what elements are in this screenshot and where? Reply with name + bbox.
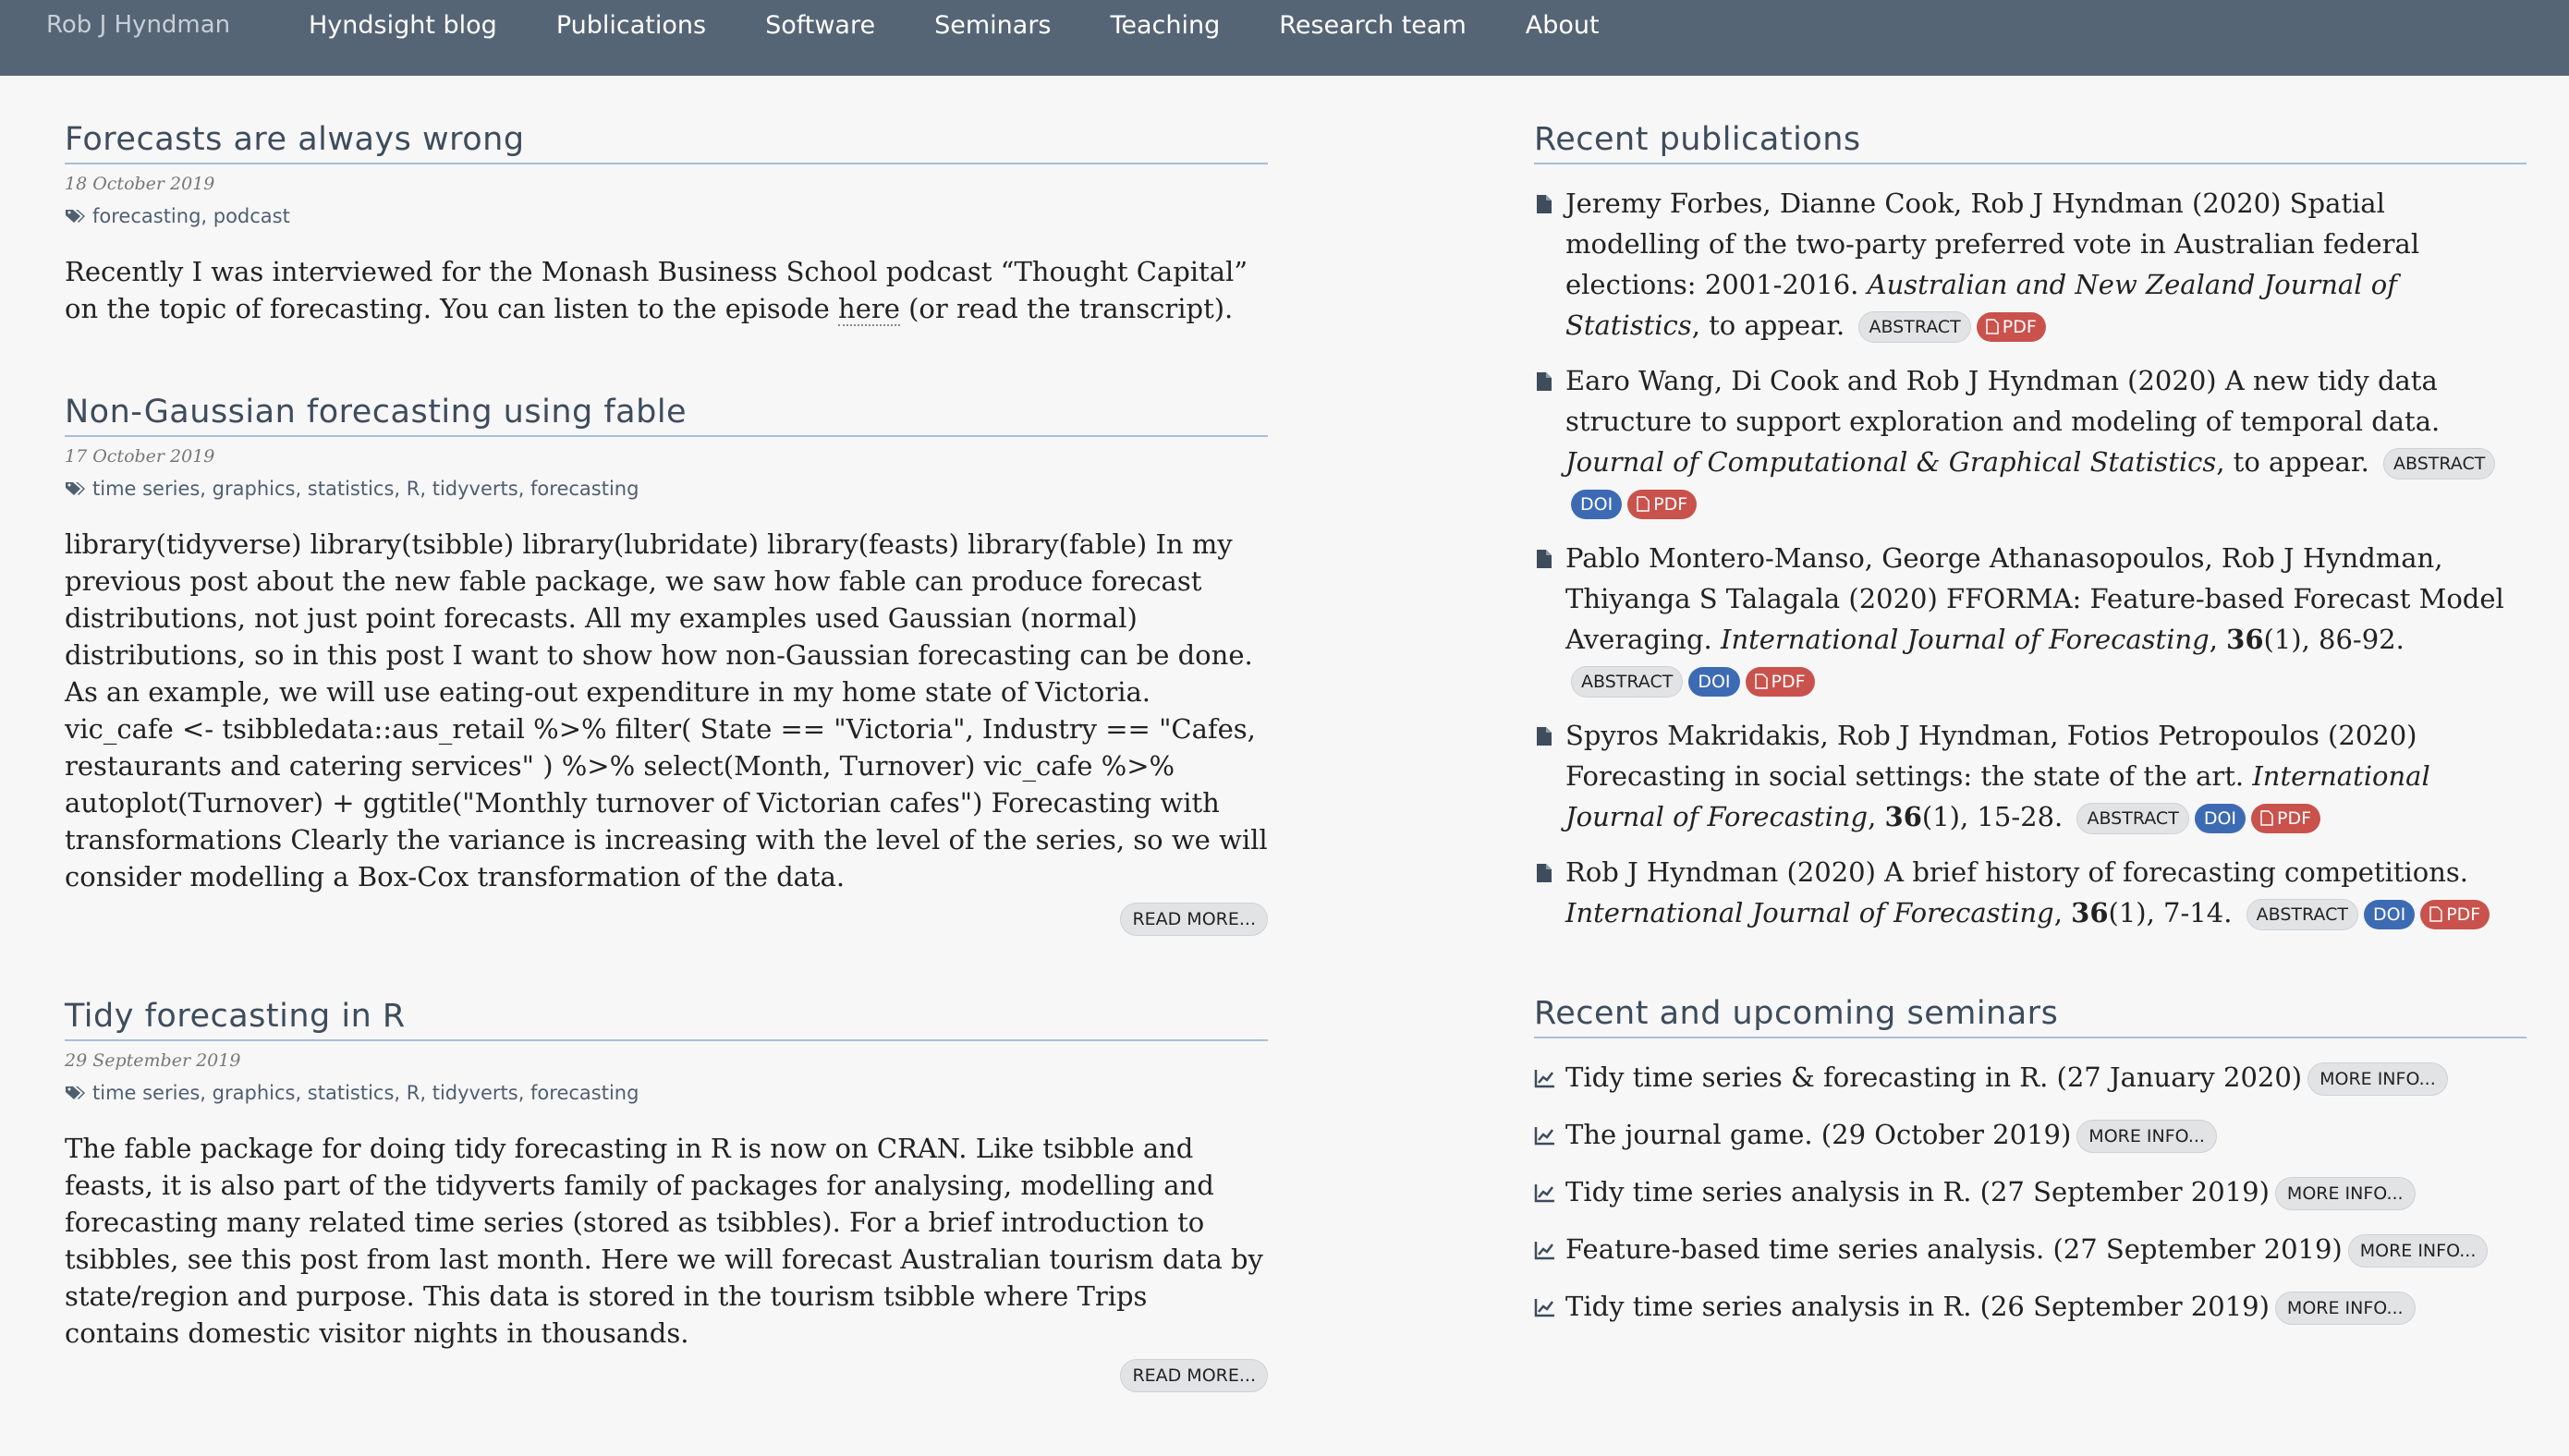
pdf-button[interactable] <box>2420 900 2490 929</box>
read-more-button[interactable]: READ MORE... <box>1120 1359 1268 1392</box>
publication-journal: Australian and New Zealand Journal of Statistics <box>1565 269 2397 341</box>
line-chart-icon <box>1534 1125 1556 1146</box>
pdf-button[interactable] <box>1977 312 2046 342</box>
post <box>65 118 1268 391</box>
abstract-button[interactable]: ABSTRACT <box>2383 448 2495 479</box>
tags-icon <box>65 1085 89 1101</box>
tags-icon <box>65 480 89 497</box>
publication-journal: International Journal of Forecasting <box>1720 624 2210 655</box>
pdf-button[interactable] <box>2251 804 2320 833</box>
seminar-title: Feature-based time series analysis. (27 September 2019) <box>1565 1233 2343 1265</box>
document-icon <box>1536 863 1552 883</box>
seminar-title: Tidy time series & forecasting in R. (27 January 2020) <box>1565 1062 2303 1093</box>
line-chart-icon <box>1534 1068 1556 1088</box>
navbar <box>0 0 2569 76</box>
nav-link-teaching[interactable]: Teaching <box>1110 11 1221 40</box>
pdf-icon <box>1755 673 1768 689</box>
abstract-button[interactable]: ABSTRACT <box>2246 899 2358 930</box>
more-info-button[interactable]: MORE INFO... <box>2307 1062 2448 1096</box>
post <box>65 995 1268 1400</box>
pdf-icon <box>2260 810 2273 826</box>
seminar-item <box>1534 1173 2526 1210</box>
nav-link-about[interactable]: About <box>1525 11 1600 40</box>
document-icon <box>1536 371 1552 392</box>
post-excerpt: library(tidyverse) library(tsibble) library(lubridate) library(feasts) library(fable) In my previous post about the new fable package, we saw how fable can produce forecast distributions, not just point forecasts. All my examples used Gaussian (normal) distributions, so in this post I want to show how non-Gaussian forecasting can be done. As an example, we will use eating-out expenditure in my home state of Victoria. vic_cafe <- tsibbledata::aus_retail %>% filter( State == "Victoria", Industry == "Cafes, restaurants and catering services" ) %>% select(Month, Turnover) vic_cafe %>% autoplot(Turnover) + ggtitle("Monthly turnover of Victorian cafes") Forecasting with transformations Clearly the variance is increasing with the level of the series, so we will consider modelling a Box-Cox transformation of the data. <box>65 528 1268 892</box>
seminar-item <box>1534 1288 2526 1325</box>
nav-link-research-team[interactable]: Research team <box>1279 11 1467 40</box>
publication-volume: 36 <box>2226 624 2264 655</box>
seminar-item <box>1534 1059 2526 1096</box>
more-info-button[interactable]: MORE INFO... <box>2275 1177 2416 1210</box>
post-tag-list[interactable]: forecasting, podcast <box>92 205 290 227</box>
publication-citation: Jeremy Forbes, Dianne Cook, Rob J Hyndman (2020) Spatial modelling of the two-party preferred vote in Australian federal elections: 2001-2016. <box>1565 188 2420 300</box>
read-more-button[interactable]: READ MORE... <box>1120 903 1268 936</box>
publication-item <box>1534 183 2526 346</box>
line-chart-icon <box>1534 1240 1556 1260</box>
post-excerpt <box>65 253 1268 327</box>
publication-item <box>1534 360 2526 523</box>
post-excerpt-text: (or read the transcript). <box>899 293 1234 324</box>
pdf-icon <box>1637 496 1650 512</box>
pdf-label: PDF <box>1653 494 1688 515</box>
post <box>65 391 1268 995</box>
publication-journal: International Journal of Forecasting <box>1565 760 2430 832</box>
post-date: 18 October 2019 <box>65 174 215 194</box>
post-tag-list[interactable]: time series, graphics, statistics, R, tidyverts, forecasting <box>92 1082 639 1104</box>
publication-pages: , to appear. <box>2216 446 2369 478</box>
pdf-icon <box>1986 319 1999 334</box>
line-chart-icon <box>1534 1183 1556 1203</box>
doi-button[interactable]: DOI <box>2195 804 2246 833</box>
nav-link-software[interactable]: Software <box>765 11 876 40</box>
publication-volume: 36 <box>2071 897 2109 928</box>
nav-link-publications[interactable]: Publications <box>555 11 707 40</box>
publication-pages: , to appear. <box>1691 309 1845 341</box>
seminars-heading: Recent and upcoming seminars <box>1534 992 2526 1038</box>
seminar-item <box>1534 1116 2526 1153</box>
post-title[interactable]: Tidy forecasting in R <box>65 995 1268 1041</box>
publication-list <box>1534 183 2526 933</box>
tags-icon <box>65 208 89 224</box>
recent-publications-heading: Recent publications <box>1534 118 2526 164</box>
seminar-title: The journal game. (29 October 2019) <box>1565 1119 2072 1150</box>
seminar-title: Tidy time series analysis in R. (26 September 2019) <box>1565 1291 2270 1322</box>
publication-citation: Pablo Montero-Manso, George Athanasopoulos, Rob J Hyndman, Thiyanga S Talagala (2020) FFORMA: Feature-based Forecast Model Averaging. <box>1565 542 2504 655</box>
doi-button[interactable]: DOI <box>2364 900 2415 929</box>
more-info-button[interactable]: MORE INFO... <box>2348 1234 2489 1268</box>
line-chart-icon <box>1534 1297 1556 1317</box>
publication-pages: (1), 7-14. <box>2108 897 2233 928</box>
pdf-button[interactable] <box>1746 667 1815 697</box>
post-date: 17 October 2019 <box>65 446 215 467</box>
more-info-button[interactable]: MORE INFO... <box>2076 1120 2217 1153</box>
post-excerpt: The fable package for doing tidy forecasting in R is now on CRAN. Like tsibble and feasts, it is also part of the tidyverts family of packages for analysing, modelling and forecasting many related time series (stored as tsibbles). For a brief introduction to tsibbles, see this post from last month. Here we will forecast Australian tourism data by state/region and purpose. This data is stored in the tourism tsibble where Trips contains domestic visitor nights in thousands. <box>65 1133 1263 1349</box>
post-tags <box>65 203 1268 229</box>
abstract-button[interactable]: ABSTRACT <box>1858 311 1970 343</box>
post-title[interactable]: Non-Gaussian forecasting using fable <box>65 391 1268 437</box>
publication-item: Pablo Montero-Manso, George Athanasopoulos, Rob J Hyndman, Thiyanga S Talagala (2020) FFORMA: Feature-based Forecast Model Averaging. International Journal of Forecasting, 36(1), 86-92. ABSTRACT DOI PDF <box>1534 538 2526 700</box>
post-date: 29 September 2019 <box>65 1050 241 1071</box>
seminar-list <box>1534 1059 2526 1325</box>
pdf-icon <box>2429 906 2442 922</box>
publication-citation: Rob J Hyndman (2020) A brief history of forecasting competitions. <box>1565 856 2469 888</box>
publication-journal: Journal of Computational & Graphical Statistics <box>1565 446 2217 478</box>
post-tags <box>65 476 1268 502</box>
sidebar <box>1534 118 2526 1345</box>
post-excerpt-text: Recently I was interviewed for the Monash Business School podcast “Thought Capital” on the topic of forecasting. You can listen to the episode <box>65 256 1248 324</box>
pdf-button[interactable] <box>1627 490 1697 519</box>
document-icon <box>1536 549 1552 569</box>
nav-link-hyndsight-blog[interactable]: Hyndsight blog <box>309 11 497 40</box>
post-title[interactable]: Forecasts are always wrong <box>65 118 1268 164</box>
blog-posts <box>65 118 1268 1400</box>
pdf-label: PDF <box>2277 808 2312 829</box>
doi-button[interactable]: DOI <box>1571 490 1622 519</box>
pdf-label: PDF <box>1771 672 1806 692</box>
publication-item: Rob J Hyndman (2020) A brief history of forecasting competitions. International Journal of Forecasting, 36(1), 7-14. ABSTRACT DOI PDF <box>1534 852 2526 933</box>
publication-pages: (1), 15-28. <box>1921 801 2064 832</box>
document-icon <box>1536 726 1552 746</box>
episode-link[interactable]: here <box>838 293 900 324</box>
post-tag-list[interactable]: time series, graphics, statistics, R, tidyverts, forecasting <box>92 478 639 500</box>
publication-citation: Spyros Makridakis, Rob J Hyndman, Fotios Petropoulos (2020) Forecasting in social settings: the state of the art. <box>1565 720 2417 792</box>
publication-pages: (1), 86-92. <box>2263 624 2405 655</box>
abstract-button[interactable]: ABSTRACT <box>2076 803 2188 834</box>
document-icon <box>1536 194 1552 214</box>
publication-citation: Earo Wang, Di Cook and Rob J Hyndman (2020) A new tidy data structure to support exploration and modeling of temporal data. <box>1565 365 2441 437</box>
nav-link-seminars[interactable]: Seminars <box>934 11 1052 40</box>
publication-journal: International Journal of Forecasting <box>1565 897 2054 928</box>
pdf-label: PDF <box>2446 904 2481 925</box>
post-tags <box>65 1080 1268 1106</box>
pdf-label: PDF <box>2002 317 2037 337</box>
abstract-button[interactable]: ABSTRACT <box>1571 666 1683 698</box>
doi-button[interactable]: DOI <box>1688 667 1739 697</box>
publication-volume: 36 <box>1884 801 1922 832</box>
more-info-button[interactable]: MORE INFO... <box>2275 1292 2416 1325</box>
nav-links <box>309 11 1659 40</box>
publication-item: Spyros Makridakis, Rob J Hyndman, Fotios Petropoulos (2020) Forecasting in social settings: the state of the art. International Journal of Forecasting, 36(1), 15-28. ABSTRACT DOI PDF <box>1534 715 2526 837</box>
seminar-title: Tidy time series analysis in R. (27 September 2019) <box>1565 1176 2270 1207</box>
seminar-item <box>1534 1231 2526 1268</box>
brand-link[interactable]: Rob J Hyndman <box>46 11 231 39</box>
